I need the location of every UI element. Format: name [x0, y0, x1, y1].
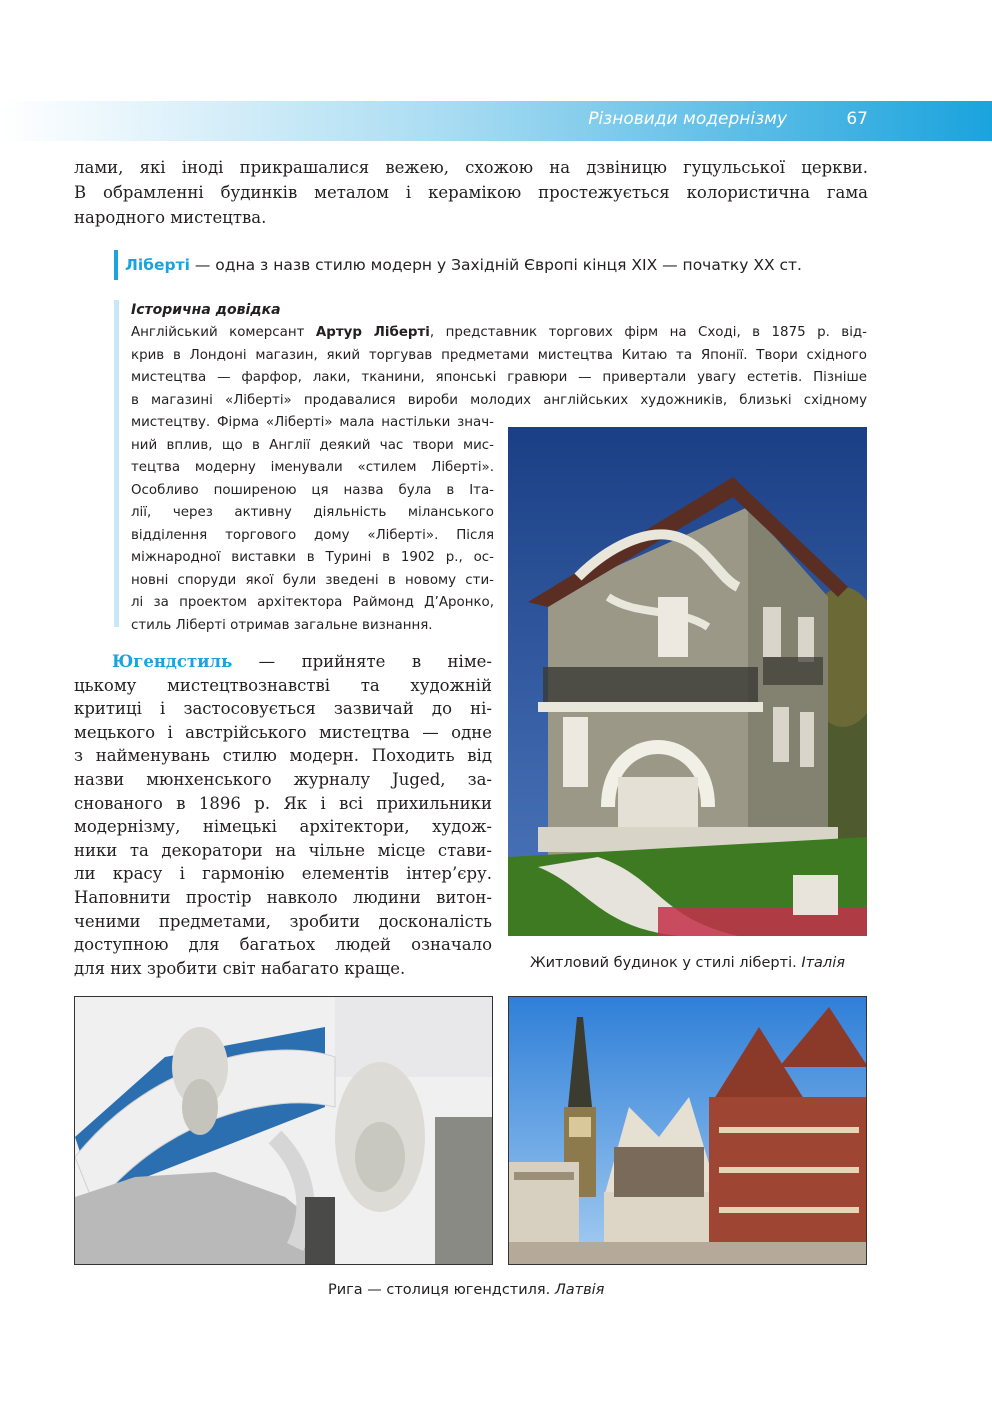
intro-line: В обрамленні будинків металом і керамікою простежується колористична гама — [74, 183, 868, 202]
definition-liberty — [114, 250, 885, 280]
section-title: Різновиди модернізму — [588, 109, 787, 129]
historical-note-line: стиль Ліберті отримав загальне визнання. — [131, 617, 433, 633]
jugendstil-term: Югендстиль — [112, 652, 233, 671]
historical-note-line: тецтва модерну іменували «стилем Ліберті». — [131, 460, 494, 475]
jugendstil-paragraph — [74, 650, 492, 980]
caption-liberty-villa: Житловий будинок у стилі ліберті. Італія — [530, 955, 845, 971]
photo-riga-old-town — [508, 996, 867, 1265]
photo-riga-facade-masks — [74, 996, 493, 1265]
historical-note-line: Особливо поширеною ця назва була в Іта- — [131, 482, 494, 498]
historical-note-line: відділення торгового дому «Ліберті». Після — [131, 527, 494, 543]
historical-note-line: ний вплив, що в Англії деякий час твори мис- — [131, 437, 494, 453]
jugendstil-line: модернізму, німецькі архітектори, худож- — [74, 817, 492, 837]
jugendstil-line: доступною для багатьох людей означало — [74, 935, 492, 955]
historical-note-text — [131, 322, 867, 412]
jugendstil-line: Югендстиль — прийняте в німе- — [112, 652, 492, 671]
historical-note-text-narrow — [131, 412, 494, 637]
person-name: Артур Ліберті — [315, 325, 430, 340]
page-header — [0, 101, 992, 141]
historical-note-title: Історична довідка — [131, 302, 281, 318]
jugendstil-line: з найменувань стилю модерн. Походить від — [74, 746, 492, 766]
jugendstil-line: мецького і австрійського мистецтва — одне — [74, 722, 492, 742]
definition-text: — одна з назв стилю модерн у Західній Європі кінця XIX — початку XX ст. — [189, 256, 802, 274]
jugendstil-line: назви мюнхенського журналу Juged, за- — [74, 769, 492, 789]
historical-note-bar — [114, 300, 119, 627]
jugendstil-line: цькому мистецтвознавстві та художній — [74, 675, 492, 695]
caption-place: Латвія — [554, 1282, 605, 1298]
page-number: 67 — [846, 109, 868, 129]
historical-note-line: Англійський комерсант Артур Ліберті, представник торгових фірм на Сході, в 1875 р. від- — [131, 325, 868, 340]
historical-note-line: крив в Лондоні магазин, який торгував предметами мистецтва Китаю та Японії. Твори східного — [131, 347, 867, 363]
intro-line: народного мистецтва. — [74, 208, 267, 227]
historical-note-line: лі за проектом архітектора Раймонд Д’Аронко, — [131, 595, 494, 610]
intro-line: лами, які іноді прикрашалися вежею, схожою на дзвіницю гуцульської церкви. — [74, 158, 868, 177]
photo-liberty-villa — [508, 427, 867, 936]
jugendstil-line: критиці і застосовується зазвичай до ні- — [74, 699, 492, 719]
historical-note-line: мистецтву. Фірма «Ліберті» мала настільки знач- — [131, 415, 494, 430]
caption-riga: Рига — столиця югендстиля. Латвія — [328, 1282, 605, 1298]
historical-note-line: мистецтва — фарфор, лаки, тканини, японські гравюри — привертали увагу естетів. Пізніше — [131, 370, 867, 385]
historical-note-line: міжнародної виставки в Турині в 1902 р., ос- — [131, 550, 494, 565]
jugendstil-line: ченими предметами, зробити досконалість — [74, 911, 492, 931]
intro-paragraph — [74, 155, 868, 230]
jugendstil-line: снованого в 1896 р. Як і всі прихильники — [74, 793, 492, 813]
jugendstil-line: ли красу і гармонію елементів інтер’єру. — [74, 864, 492, 884]
historical-note-line: лії, через активну діяльність міланського — [131, 505, 494, 520]
definition-term: Ліберті — [125, 256, 190, 274]
historical-note-line: в магазині «Ліберті» продавалися вироби молодих англійських художників, близькі східному — [131, 392, 867, 408]
jugendstil-line: ники та декоратори на чільне місце стави- — [74, 840, 492, 860]
historical-note-line: новні споруди якої були зведені в новому сти- — [131, 572, 494, 588]
caption-place: Італія — [801, 955, 845, 971]
jugendstil-line: Наповнити простір навколо людини витон- — [74, 887, 492, 907]
jugendstil-line: для них зробити світ набагато краще. — [74, 958, 406, 978]
